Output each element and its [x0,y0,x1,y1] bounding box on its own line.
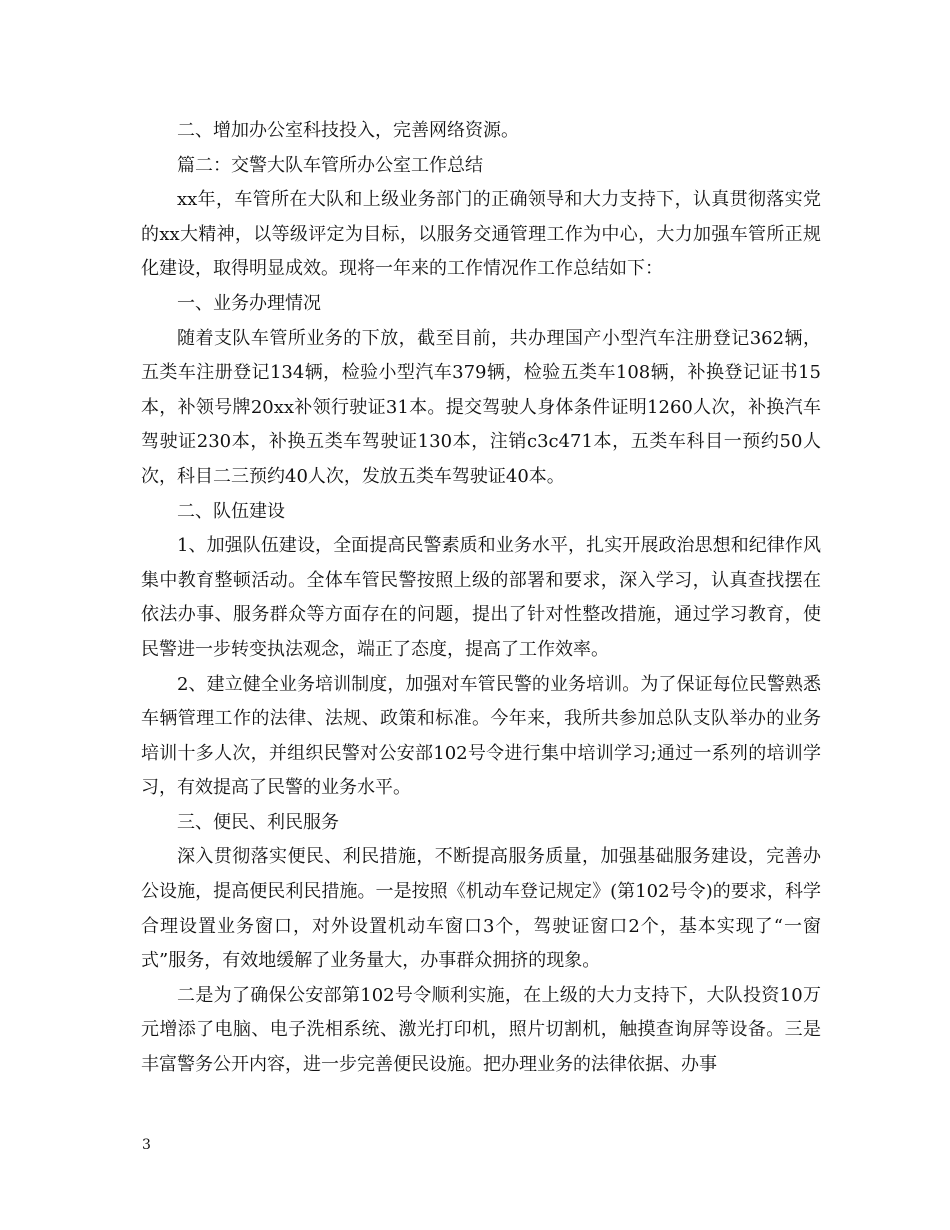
paragraph: 随着支队车管所业务的下放，截至目前，共办理国产小型汽车注册登记362辆，五类车注册登记134辆，检验小型汽车379辆，检验五类车108辆，补换登记证书15本，补领号牌20xx补领行驶证31本。提交驾驶人身体条件证明1260人次，补换汽车驾驶证230本，补换五类车驾驶证130本，注销c3c471本，五类车科目一预约50人次，科目二三预约40人次，发放五类车驾驶证40本。 [141,327,821,487]
section-heading: 二、队伍建设 [177,500,285,522]
section-heading: 三、便民、利民服务 [177,811,339,833]
paragraph: 1、加强队伍建设，全面提高民警素质和业务水平，扎实开展政治思想和纪律作风集中教育整顿活动。全体车管民警按照上级的部署和要求，深入学习，认真查找摆在依法办事、服务群众等方面存在的问题，提出了针对性整改措施，通过学习教育，使民警进一步转变执法观念，端正了态度，提高了工作效率。 [141,535,821,660]
paragraph: 二是为了确保公安部第102号令顺利实施，在上级的大力支持下，大队投资10万元增添了电脑、电子洗相系统、激光打印机，照片切割机，触摸查询屏等设备。三是丰富警务公开内容，进一步完善便民设施。把办理业务的法律依据、办事 [141,984,821,1076]
document-body [141,114,821,1083]
section-heading: 篇二：交警大队车管所办公室工作总结 [177,154,483,176]
page-number: 3 [142,1137,151,1153]
paragraph: 二、增加办公室科技投入，完善网络资源。 [177,120,519,141]
paragraph: xx年，车管所在大队和上级业务部门的正确领导和大力支持下，认真贯彻落实党的xx大精神，以等级评定为目标，以服务交通管理工作为中心，大力加强车管所正规化建设，取得明显成效。现将一年来的工作情况作工作总结如下： [141,189,821,280]
paragraph: 2、建立健全业务培训制度，加强对车管民警的业务培训。为了保证每位民警熟悉车辆管理工作的法律、法规、政策和标准。今年来，我所共参加总队支队举办的业务培训十多人次，并组织民警对公安部102号令进行集中培训学习;通过一系列的培训学习，有效提高了民警的业务水平。 [141,673,821,799]
paragraph: 深入贯彻落实便民、利民措施，不断提高服务质量，加强基础服务建设，完善办公设施，提高便民利民措施。一是按照《机动车登记规定》(第102号令)的要求，科学合理设置业务窗口，对外设置机动车窗口3个，驾驶证窗口2个，基本实现了“一窗式”服务，有效地缓解了业务量大，办事群众拥挤的现象。 [141,846,821,972]
section-heading: 一、业务办理情况 [177,292,321,314]
